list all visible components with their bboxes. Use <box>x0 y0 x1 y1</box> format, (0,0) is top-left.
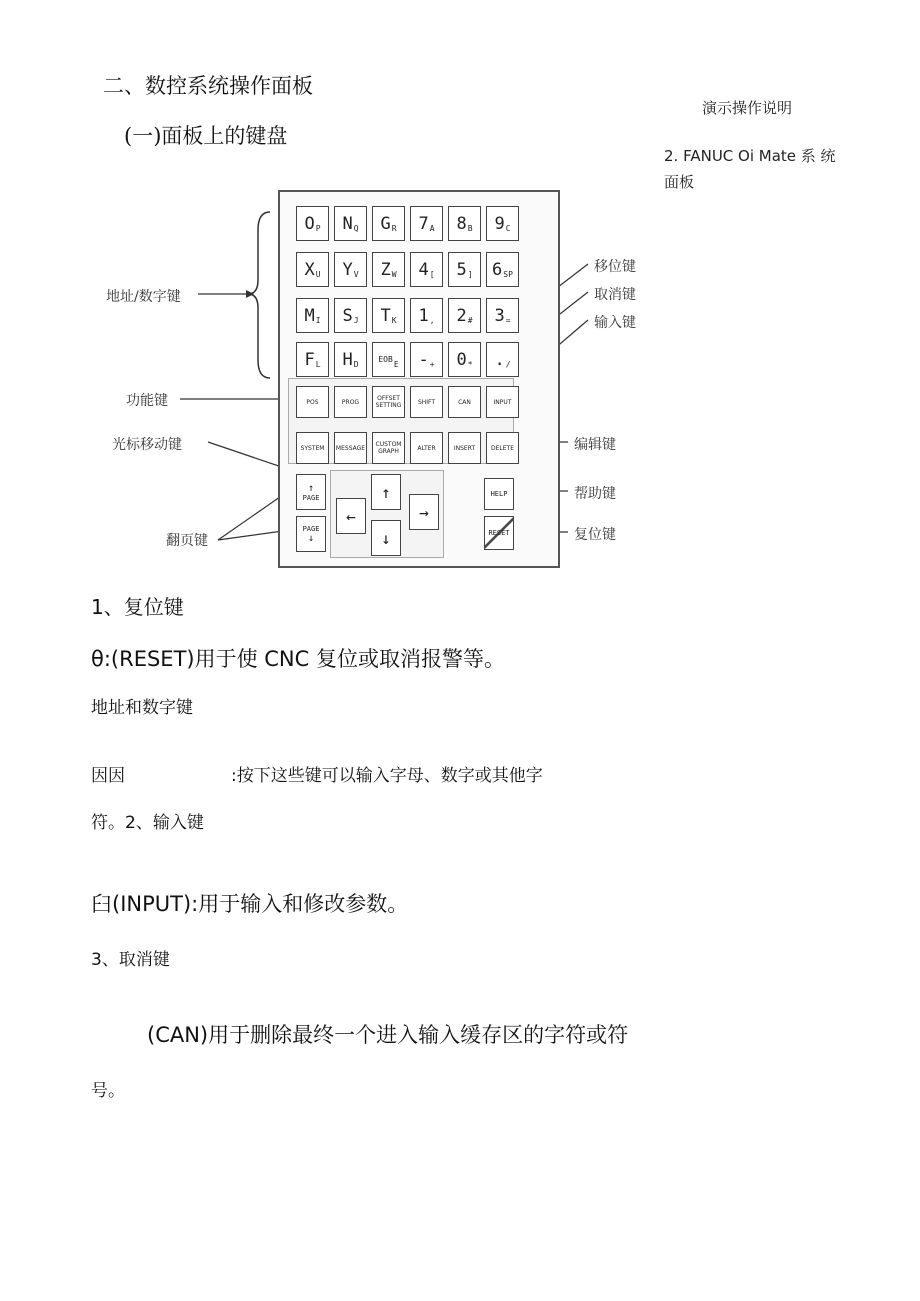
key-sub-label: , <box>429 315 435 325</box>
cancel-key-text-a: (CAN)用于删除最终一个进入输入缓存区的字符或符 <box>147 1023 629 1047</box>
arrow-left-key[interactable]: ← <box>336 498 366 534</box>
key-main-label: 7 <box>418 213 429 234</box>
label-page: 翻页键 <box>166 533 208 549</box>
key-sub-label: L <box>315 359 321 369</box>
input-key-text: 臼(INPUT):用于输入和修改参数。 <box>91 892 409 916</box>
key-r4-4[interactable] <box>448 342 481 377</box>
key-sub-label: P <box>315 223 321 233</box>
key-main-label: N <box>342 213 353 234</box>
key-sub-label: E <box>393 359 399 369</box>
address-keys-text-a: 因因 <box>91 766 125 786</box>
label-cursor: 光标移动键 <box>112 437 182 453</box>
arrow-up-key[interactable]: ↑ <box>371 474 401 510</box>
key-sub-label: B <box>467 223 473 233</box>
key-main-label: X <box>304 259 315 280</box>
key-sub-label: / <box>505 359 511 369</box>
key-r3-0[interactable] <box>296 298 329 333</box>
address-keys-text-c: 符。2、输入键 <box>91 813 204 833</box>
label-input: 输入键 <box>594 315 636 331</box>
key-main-label: H <box>342 349 353 370</box>
function-key-prog[interactable]: PROG <box>334 386 367 418</box>
function-key-pos[interactable]: POS <box>296 386 329 418</box>
label-reset: 复位键 <box>574 527 616 543</box>
key-r4-5[interactable] <box>486 342 519 377</box>
key-r1-3[interactable] <box>410 206 443 241</box>
key-sub-label: [ <box>429 269 435 279</box>
key-r4-2[interactable] <box>372 342 405 377</box>
key-main-label: F <box>304 349 315 370</box>
key-r1-5[interactable] <box>486 206 519 241</box>
key-main-label: 5 <box>456 259 467 280</box>
chevron-down-icon: ↓ <box>307 532 315 544</box>
key-r2-5[interactable] <box>486 252 519 287</box>
key-r4-1[interactable] <box>334 342 367 377</box>
key-main-label: 4 <box>418 259 429 280</box>
key-r3-5[interactable] <box>486 298 519 333</box>
key-r2-4[interactable] <box>448 252 481 287</box>
key-sub-label: C <box>505 223 511 233</box>
help-key[interactable]: HELP <box>484 478 514 510</box>
key-sub-label: ] <box>467 269 473 279</box>
address-keys-text-b: :按下这些键可以输入字母、数字或其他字 <box>231 766 543 786</box>
key-r3-2[interactable] <box>372 298 405 333</box>
label-edit: 编辑键 <box>574 437 616 453</box>
key-r2-1[interactable] <box>334 252 367 287</box>
key-r1-0[interactable] <box>296 206 329 241</box>
key-main-label: Y <box>342 259 353 280</box>
function-key-offset-setting[interactable]: OFFSET SETTING <box>372 386 405 418</box>
key-r3-3[interactable] <box>410 298 443 333</box>
function-key-can[interactable]: CAN <box>448 386 481 418</box>
function-key-system[interactable]: SYSTEM <box>296 432 329 464</box>
key-main-label: 1 <box>418 305 429 326</box>
function-key-input[interactable]: INPUT <box>486 386 519 418</box>
key-r2-0[interactable] <box>296 252 329 287</box>
side-note-title: 演示操作说明 <box>702 99 793 117</box>
key-r3-1[interactable] <box>334 298 367 333</box>
key-main-label: EOB <box>378 355 393 364</box>
page-up-label: PAGE <box>302 493 320 502</box>
key-r4-3[interactable] <box>410 342 443 377</box>
key-sub-label: Q <box>353 223 359 233</box>
cancel-key-text-b: 号。 <box>91 1081 125 1101</box>
key-main-label: . <box>494 349 505 370</box>
keypad-figure <box>98 190 658 575</box>
cancel-key-heading: 3、取消键 <box>91 950 170 970</box>
label-function: 功能键 <box>126 393 168 409</box>
section-heading: 二、数控系统操作面板 <box>103 74 313 98</box>
function-key-delete[interactable]: DELETE <box>486 432 519 464</box>
key-sub-label: J <box>353 315 359 325</box>
key-sub-label: * <box>467 359 473 369</box>
page-down-key[interactable] <box>296 516 326 552</box>
page-down-label: PAGE <box>302 524 320 533</box>
key-sub-label: = <box>505 315 511 325</box>
label-help: 帮助键 <box>574 486 616 502</box>
key-main-label: Z <box>380 259 391 280</box>
function-key-message[interactable]: MESSAGE <box>334 432 367 464</box>
key-r4-0[interactable] <box>296 342 329 377</box>
function-key-alter[interactable]: ALTER <box>410 432 443 464</box>
address-keys-heading: 地址和数字键 <box>91 698 193 718</box>
key-sub-label: V <box>353 269 359 279</box>
reset-key-text: θ:(RESET)用于使 CNC 复位或取消报警等。 <box>91 647 505 671</box>
key-main-label: - <box>418 349 429 370</box>
key-r1-4[interactable] <box>448 206 481 241</box>
key-main-label: 8 <box>456 213 467 234</box>
key-main-label: O <box>304 213 315 234</box>
key-main-label: 9 <box>494 213 505 234</box>
key-main-label: T <box>380 305 391 326</box>
key-sub-label: + <box>429 359 435 369</box>
key-r1-1[interactable] <box>334 206 367 241</box>
key-sub-label: K <box>391 315 397 325</box>
function-key-insert[interactable]: INSERT <box>448 432 481 464</box>
key-sub-label: SP <box>503 269 513 279</box>
key-sub-label: # <box>467 315 473 325</box>
page-up-key[interactable] <box>296 474 326 510</box>
key-main-label: S <box>342 305 353 326</box>
key-main-label: 2 <box>456 305 467 326</box>
label-address-numeric: 地址/数字键 <box>106 289 181 305</box>
key-main-label: M <box>304 305 315 326</box>
key-main-label: 6 <box>492 259 503 280</box>
key-main-label: 3 <box>494 305 505 326</box>
function-key-shift[interactable]: SHIFT <box>410 386 443 418</box>
function-key-custom-graph[interactable]: CUSTOM GRAPH <box>372 432 405 464</box>
key-r2-3[interactable] <box>410 252 443 287</box>
key-sub-label: I <box>315 315 321 325</box>
key-sub-label: R <box>391 223 397 233</box>
key-r1-2[interactable] <box>372 206 405 241</box>
arrow-down-key[interactable]: ↓ <box>371 520 401 556</box>
reset-key[interactable]: RESET <box>484 516 514 550</box>
key-sub-label: A <box>429 223 435 233</box>
label-cancel: 取消键 <box>594 287 636 303</box>
side-note-line2: 面板 <box>664 173 695 191</box>
label-shift: 移位键 <box>594 259 636 275</box>
chevron-up-icon: ↑ <box>307 482 315 494</box>
subsection-heading: (一)面板上的键盘 <box>124 124 288 148</box>
side-note-line1: 2. FANUC Oi Mate 系 统 <box>664 147 836 165</box>
key-r3-4[interactable] <box>448 298 481 333</box>
key-main-label: 0 <box>456 349 467 370</box>
key-sub-label: W <box>391 269 397 279</box>
key-sub-label: D <box>353 359 359 369</box>
reset-key-heading: 1、复位键 <box>91 595 184 619</box>
key-sub-label: U <box>315 269 321 279</box>
key-r2-2[interactable] <box>372 252 405 287</box>
arrow-right-key[interactable]: → <box>409 494 439 530</box>
key-main-label: G <box>380 213 391 234</box>
